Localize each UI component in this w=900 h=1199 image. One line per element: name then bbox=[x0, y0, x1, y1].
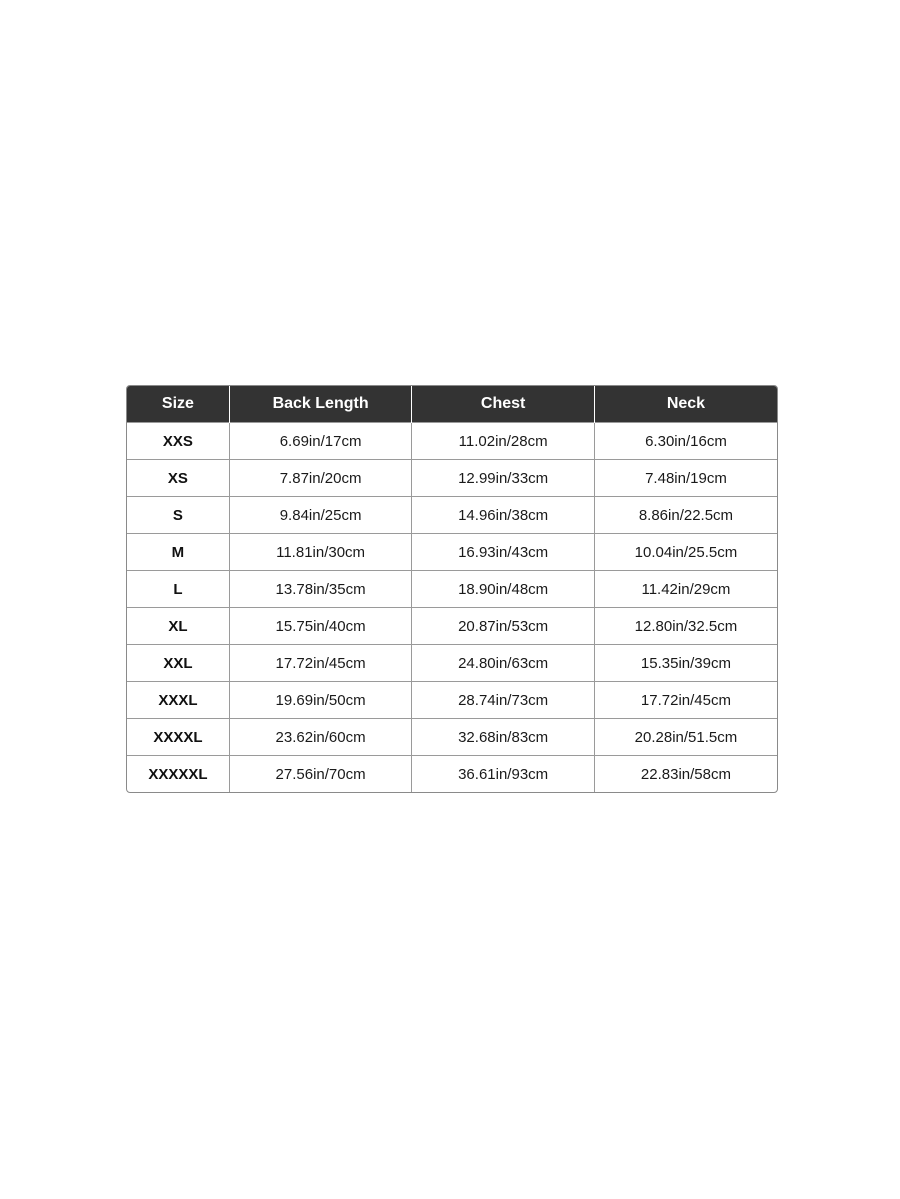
table-row bbox=[127, 608, 777, 645]
table-row bbox=[127, 571, 777, 608]
back-length-cell: 17.72in/45cm bbox=[229, 645, 412, 682]
back-length-cell: 19.69in/50cm bbox=[229, 682, 412, 719]
chest-cell: 32.68in/83cm bbox=[412, 719, 595, 756]
back-length-cell: 6.69in/17cm bbox=[229, 423, 412, 460]
back-length-cell: 23.62in/60cm bbox=[229, 719, 412, 756]
chest-cell: 18.90in/48cm bbox=[412, 571, 595, 608]
back-length-cell: 7.87in/20cm bbox=[229, 460, 412, 497]
chest-cell: 36.61in/93cm bbox=[412, 756, 595, 793]
header-neck: Neck bbox=[594, 386, 777, 423]
chest-cell: 24.80in/63cm bbox=[412, 645, 595, 682]
chest-cell: 16.93in/43cm bbox=[412, 534, 595, 571]
back-length-cell: 11.81in/30cm bbox=[229, 534, 412, 571]
table-row bbox=[127, 645, 777, 682]
table-row bbox=[127, 534, 777, 571]
header-back-length: Back Length bbox=[229, 386, 412, 423]
neck-cell: 20.28in/51.5cm bbox=[594, 719, 777, 756]
size-cell: XL bbox=[127, 608, 229, 645]
back-length-cell: 15.75in/40cm bbox=[229, 608, 412, 645]
chest-cell: 20.87in/53cm bbox=[412, 608, 595, 645]
header-row bbox=[127, 386, 777, 423]
chest-cell: 14.96in/38cm bbox=[412, 497, 595, 534]
header-chest: Chest bbox=[412, 386, 595, 423]
table-row bbox=[127, 497, 777, 534]
neck-cell: 15.35in/39cm bbox=[594, 645, 777, 682]
neck-cell: 8.86in/22.5cm bbox=[594, 497, 777, 534]
neck-cell: 7.48in/19cm bbox=[594, 460, 777, 497]
size-cell: S bbox=[127, 497, 229, 534]
size-table bbox=[127, 386, 777, 792]
table-row bbox=[127, 719, 777, 756]
neck-cell: 22.83in/58cm bbox=[594, 756, 777, 793]
size-cell: XXXXXL bbox=[127, 756, 229, 793]
chest-cell: 28.74in/73cm bbox=[412, 682, 595, 719]
table-row bbox=[127, 423, 777, 460]
neck-cell: 11.42in/29cm bbox=[594, 571, 777, 608]
table-row bbox=[127, 682, 777, 719]
neck-cell: 12.80in/32.5cm bbox=[594, 608, 777, 645]
back-length-cell: 13.78in/35cm bbox=[229, 571, 412, 608]
table-row bbox=[127, 460, 777, 497]
header-size: Size bbox=[127, 386, 229, 423]
back-length-cell: 27.56in/70cm bbox=[229, 756, 412, 793]
size-cell: L bbox=[127, 571, 229, 608]
size-cell: XXXL bbox=[127, 682, 229, 719]
neck-cell: 10.04in/25.5cm bbox=[594, 534, 777, 571]
chest-cell: 12.99in/33cm bbox=[412, 460, 595, 497]
neck-cell: 6.30in/16cm bbox=[594, 423, 777, 460]
size-cell: M bbox=[127, 534, 229, 571]
chest-cell: 11.02in/28cm bbox=[412, 423, 595, 460]
size-chart bbox=[126, 385, 778, 793]
neck-cell: 17.72in/45cm bbox=[594, 682, 777, 719]
table-row bbox=[127, 756, 777, 793]
size-cell: XS bbox=[127, 460, 229, 497]
size-cell: XXS bbox=[127, 423, 229, 460]
back-length-cell: 9.84in/25cm bbox=[229, 497, 412, 534]
size-cell: XXXXL bbox=[127, 719, 229, 756]
size-cell: XXL bbox=[127, 645, 229, 682]
